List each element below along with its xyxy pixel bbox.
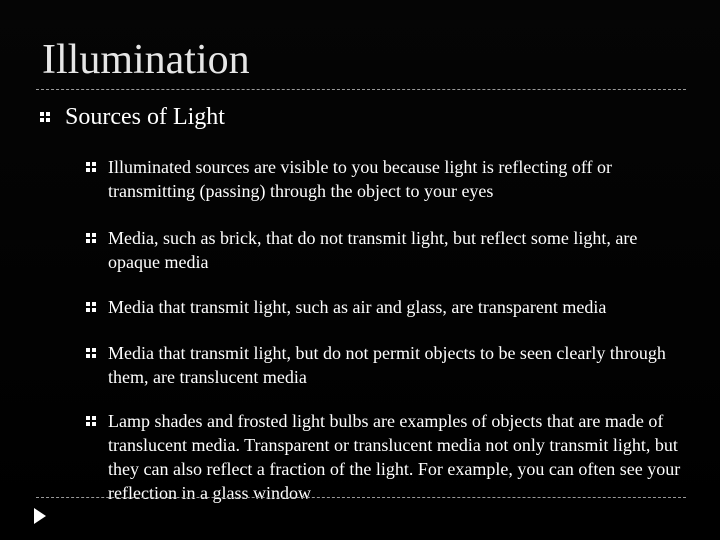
fleuron-bullet-icon — [86, 302, 96, 312]
fleuron-bullet-icon — [86, 162, 96, 172]
fleuron-bullet-icon — [86, 416, 96, 426]
slide-title: Illumination — [42, 37, 250, 83]
bullet-transparent-media: Media that transmit light, such as air and glass, are transparent media — [108, 297, 607, 317]
fleuron-bullet-icon — [86, 348, 96, 358]
fleuron-bullet-icon — [40, 112, 50, 122]
bullet-opaque-media: Media, such as brick, that do not transmit light, but reflect some light, are opaque media — [108, 228, 638, 272]
bullet-lamp-shades: Lamp shades and frosted light bulbs are examples of objects that are made of translucent media. Transparent or translucent media not only transmit light, but they can also reflect a fraction of the light. For example, you can often see your reflection in a glass window — [108, 411, 681, 503]
title-divider — [36, 89, 686, 90]
fleuron-bullet-icon — [86, 233, 96, 243]
play-arrow-icon[interactable] — [33, 507, 47, 525]
bullet-illuminated-sources: Illuminated sources are visible to you because light is reflecting off or transmitting (passing) through the object to your eyes — [108, 157, 613, 201]
bullet-translucent-media: Media that transmit light, but do not permit objects to be seen clearly through them, are translucent media — [108, 343, 666, 387]
bullet-sources-of-light: Sources of Light — [65, 104, 225, 130]
footer-divider — [36, 497, 686, 498]
